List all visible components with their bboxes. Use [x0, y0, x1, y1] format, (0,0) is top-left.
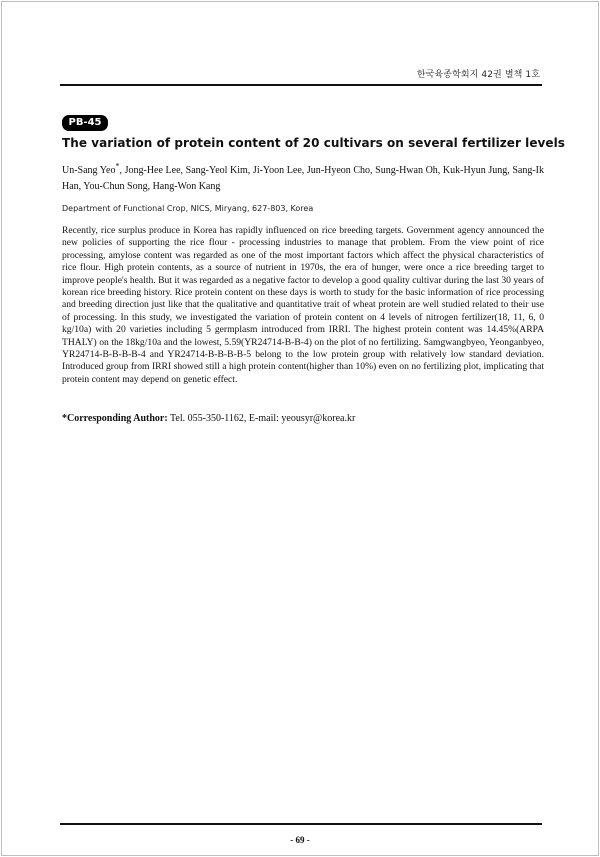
abstract-text: Recently, rice surplus produce in Korea has rapidly influenced on rice breeding targets. Government agency announced the new policies of supporting the rice flour - processing industries to manage that problem. From the view point of rice processing, amylose content was regarded as one of the most important factors which affect the physical characteristics of rice flour. High protein contents, as a source of nutrient in 1970s, the era of hunger, were once a rice breeding target to improve people's health. But it was regarded as a negative factor to develop a good quality cultivar during the last 30 years of korean rice breeding history. Rice protein content on these days is worth to study for the basic information of rice processing and breeding direction just like that the qualitative and quantitative trait of wheat protein are well studied related to their use of processing. In this study, we investigated the variation of protein content on 4 levels of nitrogen fertilizer(18, 11, 6, 0 kg/10a) with 20 varieties including 5 germplasm introduced from IRRI. The highest protein content was 14.45%(ARPA THALY) on the 18kg/10a and the lowest, 5.59(YR24714-B-B-4) on the plot of no fertilizing. Samgwangbyeo, Yeonganbyeo, YR24714-B-B-B-B-4 and YR24714-B-B-B-B-5 belong to the low protein group with relatively low standard deviation. Introduced group from IRRI showed still a high protein content(higher than 10%) even on no fertilizing plot, implicating that protein content may depend on genetic effect. [62, 225, 544, 385]
paper-title: The variation of protein content of 20 cultivars on several fertilizer levels [62, 136, 565, 150]
affiliation: Department of Functional Crop, NICS, Miryang, 627-803, Korea [62, 204, 314, 213]
corresponding-author [62, 413, 355, 424]
other-authors: , Jong-Hee Lee, Sang-Yeol Kim, Ji-Yoon Lee, Jun-Hyeon Cho, Sung-Hwan Oh, Kuk-Hyun Jung, Sang-Ik Han, You-Chun Song, Hang-Won Kang [62, 165, 544, 192]
corresponding-contact: Tel. 055-350-1162, E-mail: yeousyr@korea.kr [167, 413, 356, 424]
corresponding-marker: * [115, 161, 120, 171]
session-badge: PB-45 [62, 115, 108, 131]
page-number: - 69 - [290, 835, 310, 845]
footer-rule [60, 823, 542, 825]
first-author: Un-Sang Yeo [62, 165, 116, 176]
corresponding-label: *Corresponding Author: [62, 413, 168, 424]
author-list [62, 163, 544, 195]
header-rule [60, 84, 542, 86]
journal-header: 한국육종학회지 42권 별책 1호 [416, 70, 540, 80]
